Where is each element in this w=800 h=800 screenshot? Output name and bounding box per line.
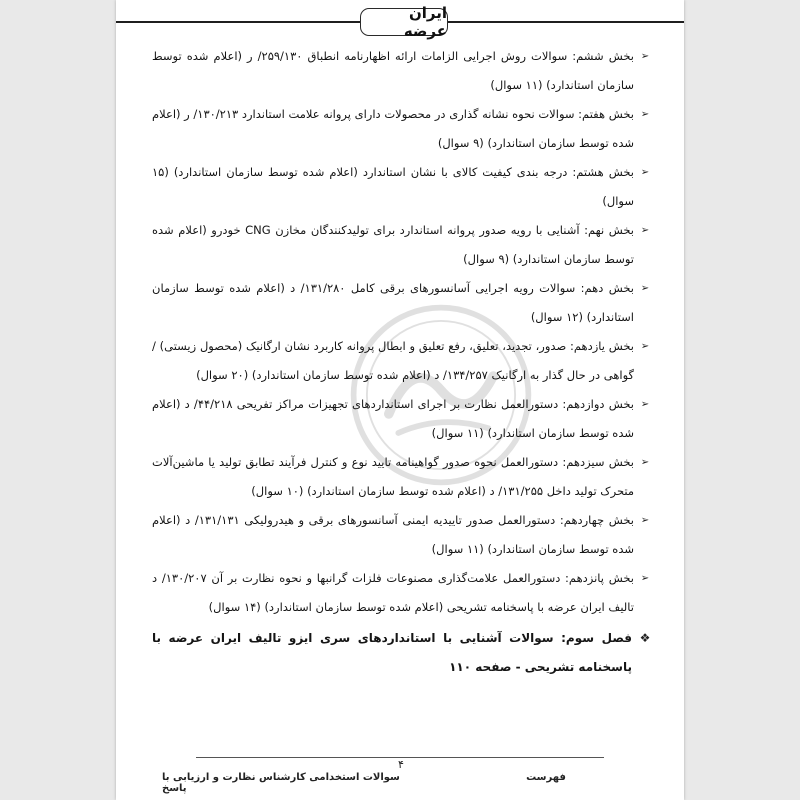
toc-item-text: بخش دوازدهم: دستورالعمل نظارت بر اجرای استانداردهای تجهیزات مراکز تفریحی ۴۴/۲۱۸/ د (اعلام شده توسط سازمان استاندارد) (۱۱ سوال) — [152, 397, 634, 440]
page-number: ۴ — [398, 758, 404, 771]
toc-item[interactable] — [152, 332, 652, 390]
toc-item-text: بخش ششم: سوالات روش اجرایی الزامات ارائه اظهارنامه انطباق ۲۵۹/۱۳۰/ ر (اعلام شده توسط سازمان استاندارد) (۱۱ سوال) — [152, 49, 635, 92]
arrow-bullet-icon: ➢ — [640, 283, 650, 294]
footer-book-title: سوالات استخدامی کارشناس نظارت و ارزیابی با پاسخ — [162, 772, 400, 794]
arrow-bullet-icon: ➢ — [640, 573, 650, 584]
toc-item[interactable] — [152, 42, 652, 100]
toc-item-text: بخش دهم: سوالات رویه اجرایی آسانسورهای برقی کامل ۱۳۱/۲۸۰/ د (اعلام شده توسط سازمان استاندارد) (۱۲ سوال) — [152, 281, 634, 324]
diamond-bullet-icon: ❖ — [639, 631, 651, 645]
toc-item[interactable] — [152, 448, 652, 506]
toc-item[interactable] — [152, 158, 652, 216]
toc-item-text: بخش یازدهم: صدور، تجدید، تعلیق، رفع تعلیق و ابطال پروانه کاربرد نشان ارگانیک (محصول زیستی) / گواهی در حال گذار به ارگانیک ۱۳۴/۲۵۷/ د (اعلام شده توسط سازمان استاندارد) (۲۰ سوال) — [152, 339, 634, 382]
arrow-bullet-icon: ➢ — [640, 167, 650, 178]
toc-item-text: بخش نهم: آشنایی با رویه صدور پروانه استاندارد برای تولیدکنندگان مخازن CNG خودرو (اعلام شده توسط سازمان استاندارد) (۹ سوال) — [152, 223, 635, 266]
toc-item[interactable] — [152, 216, 652, 274]
arrow-bullet-icon: ➢ — [640, 457, 650, 468]
chapter-text: فصل سوم: سوالات آشنایی با استانداردهای سری ایزو تالیف ایران عرضه با پاسخنامه تشریحی - صفحه ۱۱۰ — [152, 631, 632, 674]
toc-item-text: بخش پانزدهم: دستورالعمل علامت‌گذاری مصنوعات فلزات گرانبها و نحوه نظارت بر آن ۱۳۰/۲۰۷/ د تالیف ایران عرضه با پاسخنامه تشریحی (اعلام شده توسط سازمان استاندارد) (۱۴ سوال) — [152, 571, 635, 614]
toc-item[interactable] — [152, 274, 652, 332]
arrow-bullet-icon: ➢ — [640, 399, 650, 410]
toc-item-text: بخش سیزدهم: دستورالعمل نحوه صدور گواهینامه تایید نوع و کنترل فرآیند تطابق تولید یا ماشین‌آلات متحرک تولید داخل ۱۳۱/۲۵۵/ د (اعلام شده توسط سازمان استاندارد) (۱۰ سوال) — [152, 455, 634, 498]
arrow-bullet-icon: ➢ — [640, 109, 650, 120]
logo-text: ایران عرضه — [403, 4, 447, 40]
document-page — [116, 0, 684, 800]
table-of-contents — [152, 42, 652, 682]
arrow-bullet-icon: ➢ — [640, 515, 650, 526]
toc-item-text: بخش هشتم: درجه بندی کیفیت کالای با نشان استاندارد (اعلام شده توسط سازمان استاندارد) (۱۵ سوال) — [152, 165, 634, 208]
toc-item-text: بخش چهاردهم: دستورالعمل صدور تاییدیه ایمنی آسانسورهای برقی و هیدرولیکی ۱۳۱/۱۳۱/ د (اعلام شده توسط سازمان استاندارد) (۱۱ سوال) — [152, 513, 634, 556]
footer-section-label: فهرست — [526, 772, 566, 783]
toc-item[interactable] — [152, 564, 652, 622]
toc-chapter-heading[interactable] — [152, 624, 652, 682]
toc-item[interactable] — [152, 506, 652, 564]
toc-item-text: بخش هفتم: سوالات نحوه نشانه گذاری در محصولات دارای پروانه علامت استاندارد ۱۳۰/۲۱۳/ ر (اعلام شده توسط سازمان استاندارد) (۹ سوال) — [152, 107, 634, 150]
brand-logo — [360, 4, 448, 40]
arrow-bullet-icon: ➢ — [640, 51, 650, 62]
toc-item[interactable] — [152, 390, 652, 448]
toc-item[interactable] — [152, 100, 652, 158]
arrow-bullet-icon: ➢ — [640, 225, 650, 236]
arrow-bullet-icon: ➢ — [640, 341, 650, 352]
